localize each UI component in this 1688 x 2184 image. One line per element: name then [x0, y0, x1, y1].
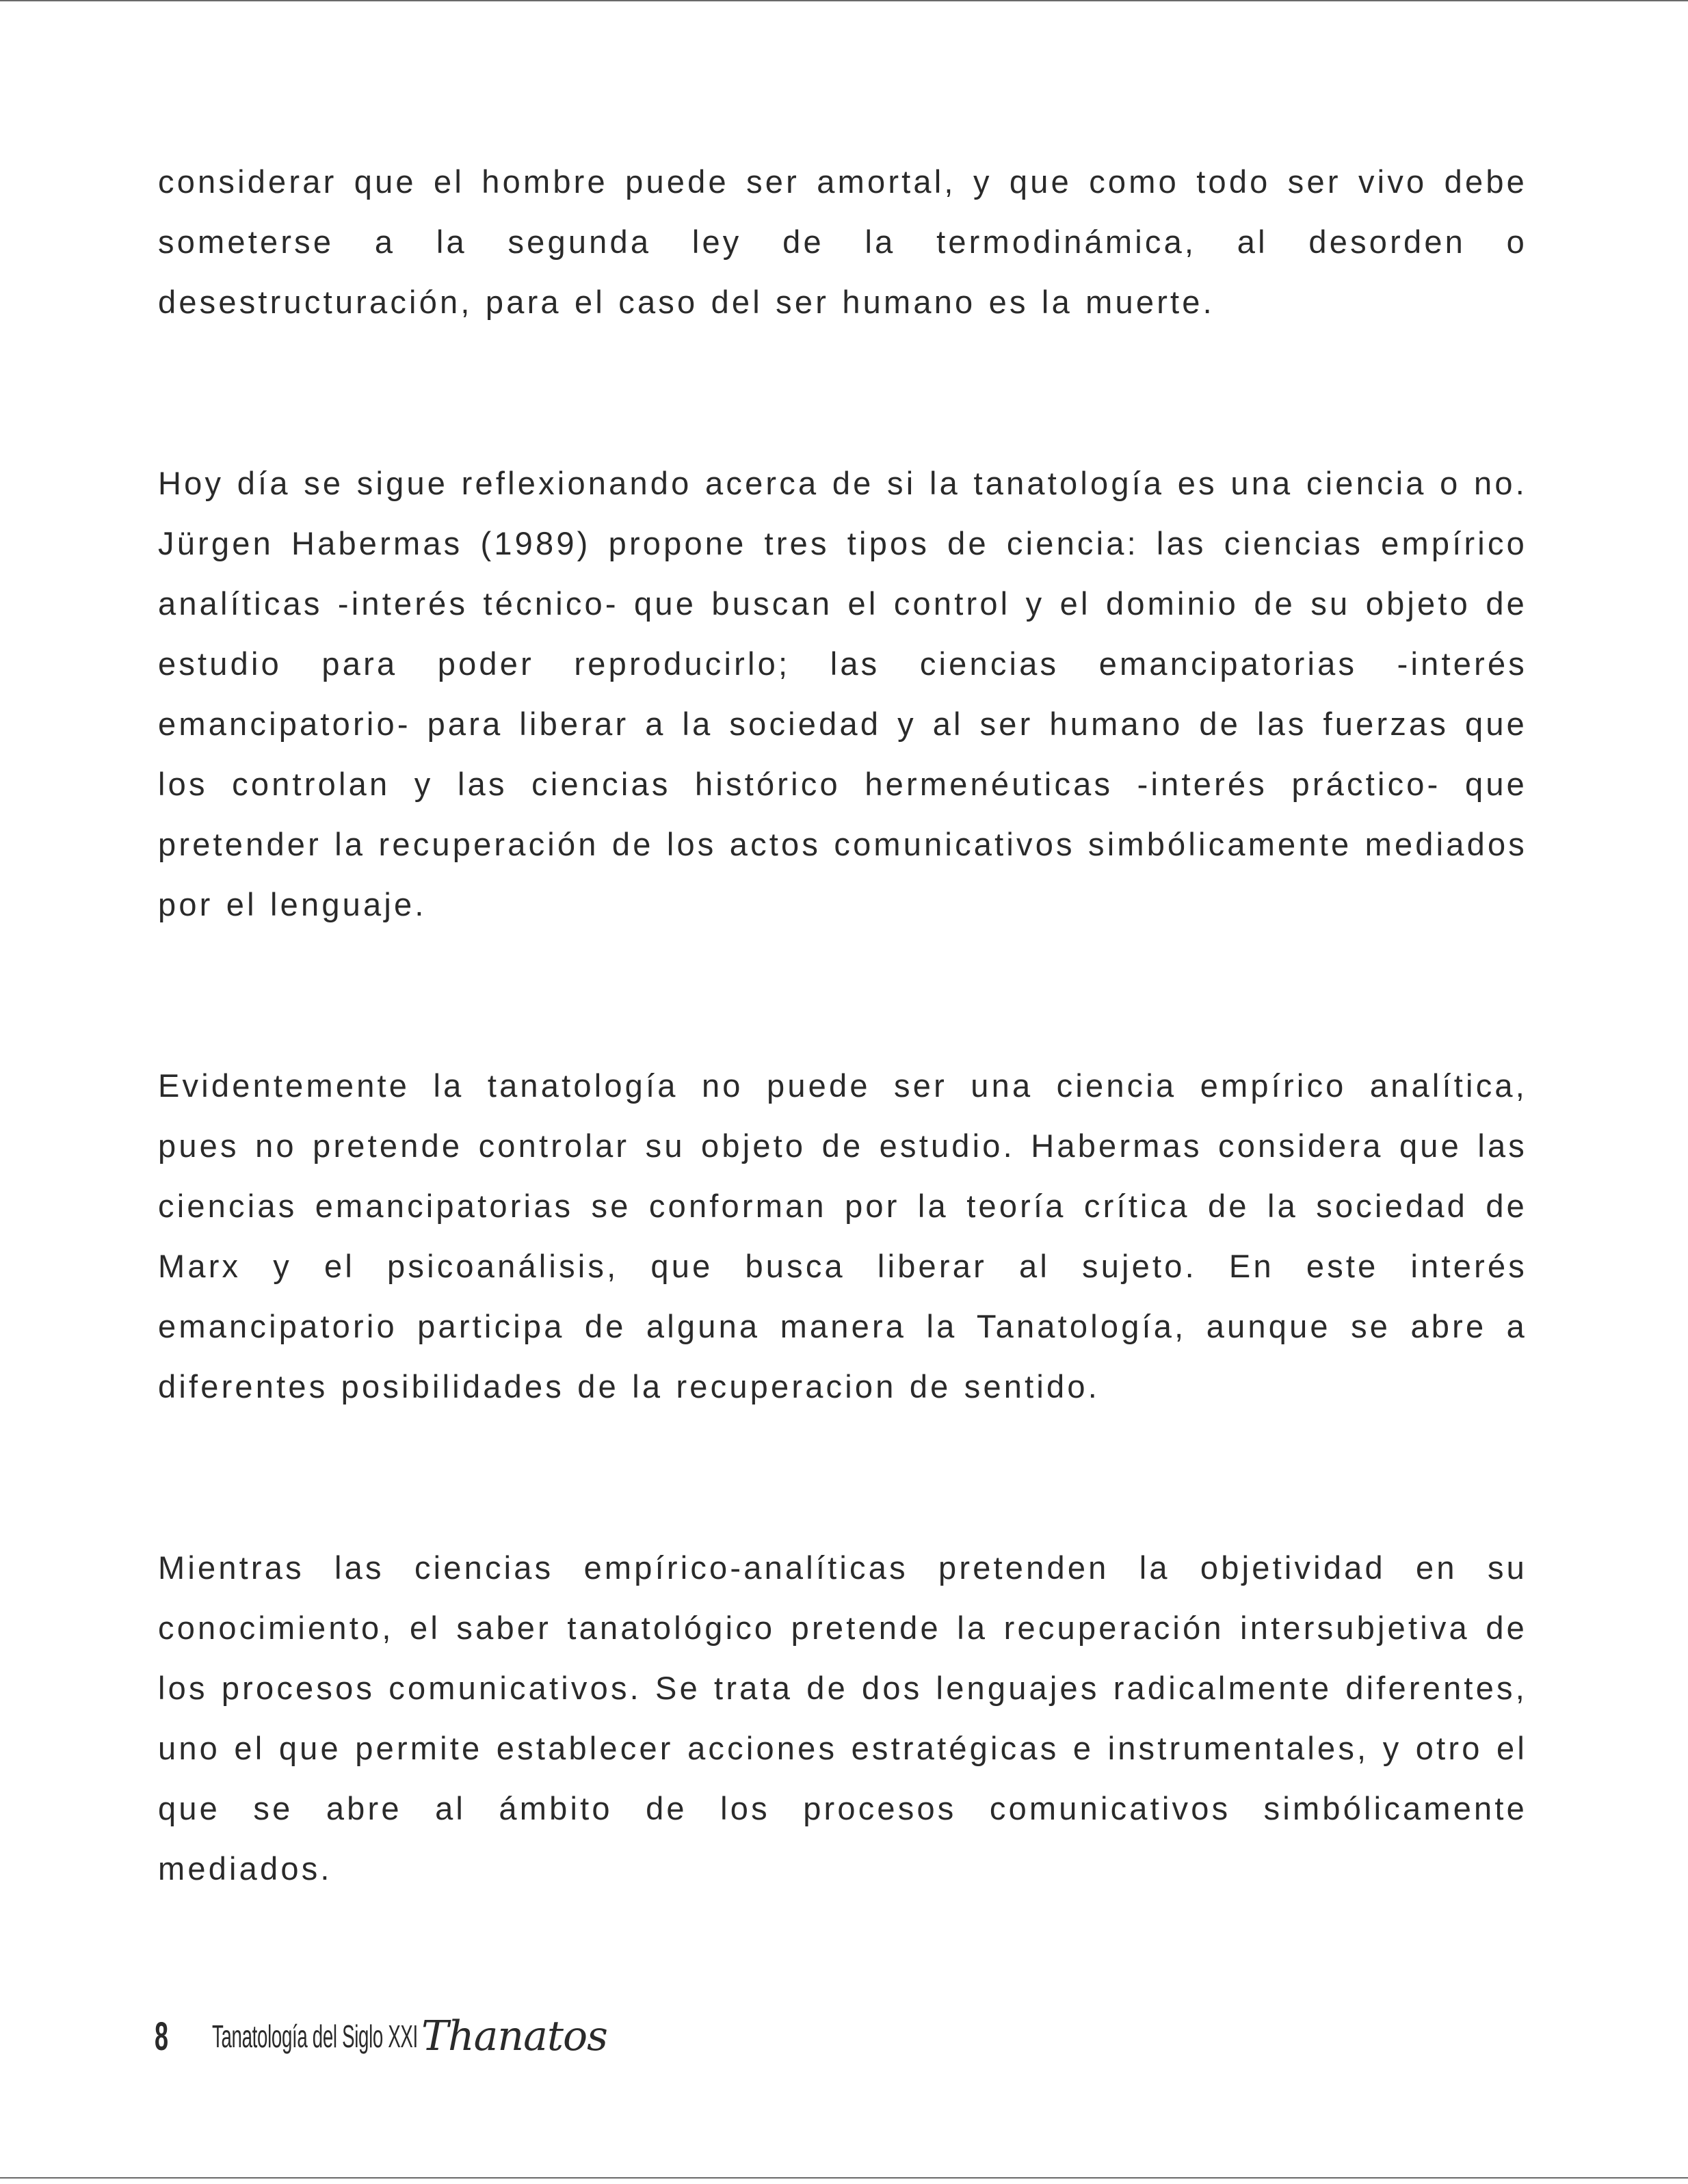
body-text: [158, 152, 1527, 2020]
page-footer: [155, 2009, 607, 2064]
paragraph: considerar que el hombre puede ser amortal, y que como todo ser vivo debe someterse a la segunda ley de la termodinámica, al desorden o desestructuración, para el caso del ser humano es la muerte.: [158, 163, 1527, 320]
brand-logo: Thanatos: [421, 2012, 607, 2060]
bottom-rule: [0, 2177, 1688, 2179]
paragraph: Evidentemente la tanatología no puede ser una ciencia empírico analítica, pues no pretende controlar su objeto de estudio. Habermas considera que las ciencias emancipatorias se conforman por la teoría crítica de la sociedad de Marx y el psicoanálisis, que busca liberar al sujeto. En este interés emancipatorio participa de alguna manera la Tanatología, aunque se abre a diferentes posibilidades de la recuperacion de sentido.: [158, 1067, 1527, 1404]
paragraph: Hoy día se sigue reflexionando acerca de si la tanatología es una ciencia o no. Jürgen Habermas (1989) propone tres tipos de ciencia: las ciencias empírico analíticas -interés técnico- que buscan el control y el dominio de su objeto de estudio para poder reproducirlo; las ciencias emancipatorias -interés emancipatorio- para liberar a la sociedad y al ser humano de las fuerzas que los controlan y las ciencias histórico hermenéuticas -interés práctico- que pretender la recuperación de los actos comunicativos simbólicamente mediados por el lenguaje.: [158, 465, 1527, 922]
running-title: Tanatología del Siglo XXI: [212, 2019, 418, 2054]
paragraph: Mientras las ciencias empírico-analíticas pretenden la objetividad en su conocimiento, el saber tanatológico pretende la recuperación intersubjetiva de los procesos comunicativos. Se trata de dos lenguajes radicalmente diferentes, uno el que permite establecer acciones estratégicas e instrumentales, y otro el que se abre al ámbito de los procesos comunicativos simbólicamente mediados.: [158, 1549, 1527, 1887]
page-number: 8: [155, 2014, 169, 2059]
top-rule: [0, 0, 1688, 1]
